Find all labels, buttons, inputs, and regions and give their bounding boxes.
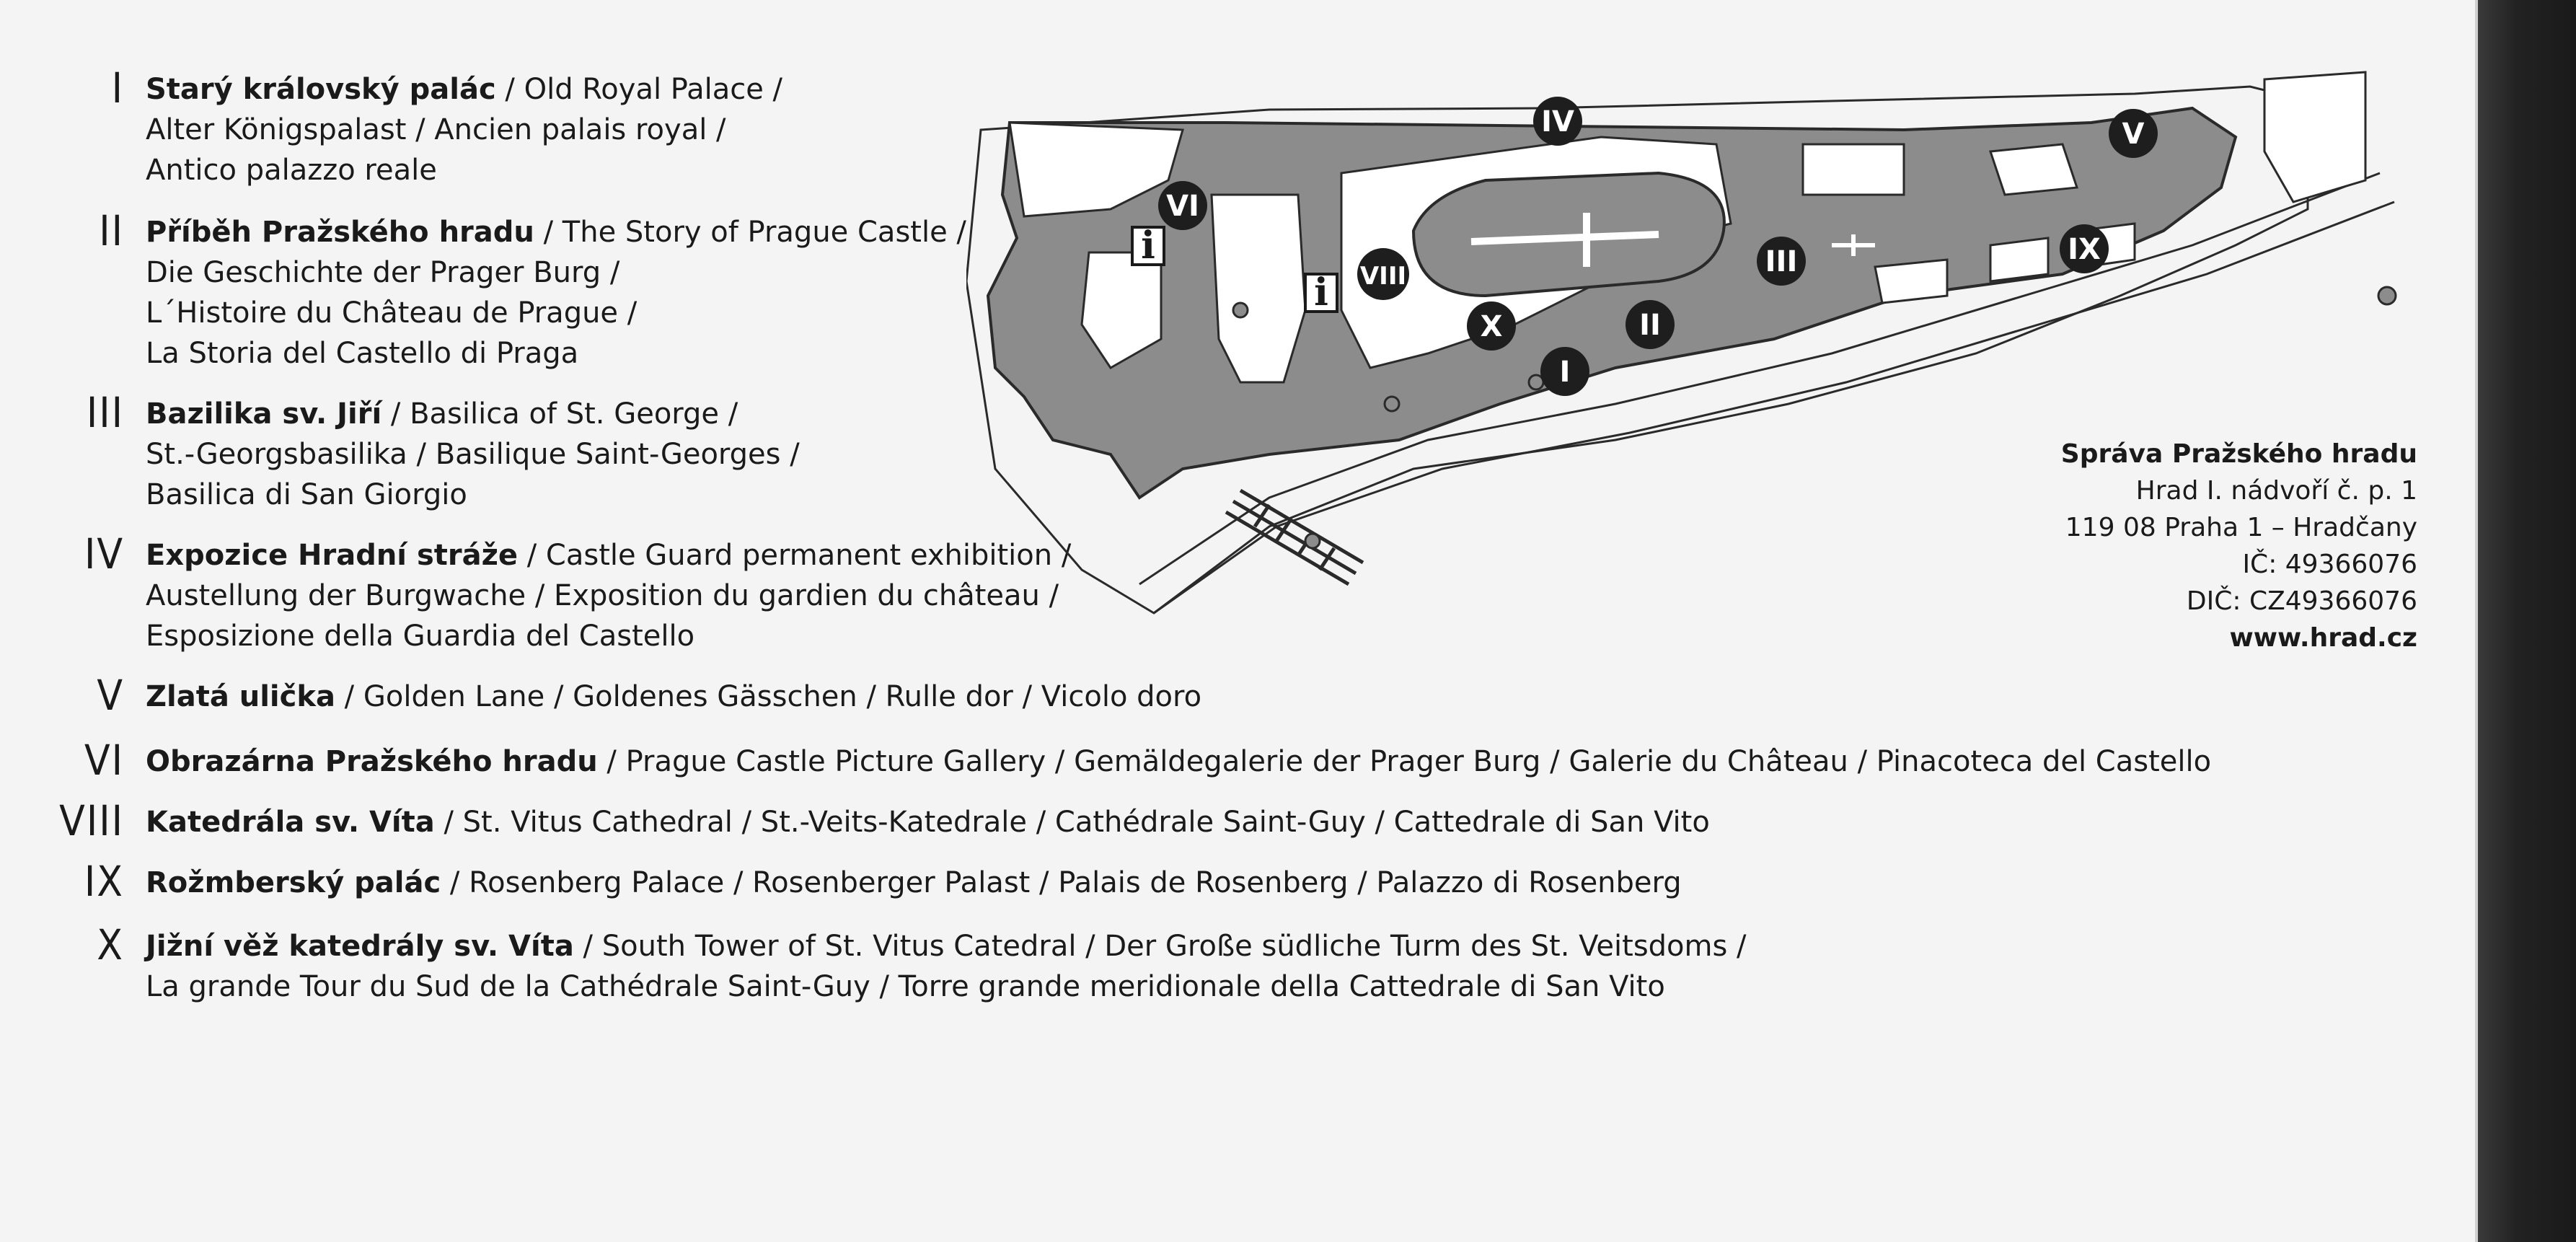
info-point-icon bbox=[1132, 224, 1164, 268]
courtyard bbox=[1990, 144, 2077, 195]
legend-text-line: La grande Tour du Sud de la Cathédrale Saint-Guy / Torre grande meridionale della Cattedrale di San Vito bbox=[146, 970, 1665, 1003]
legend-text-line: Zlatá ulička / Golden Lane / Goldenes Gässchen / Rulle dor / Vicolo doro bbox=[146, 680, 1202, 713]
legend-text-line: L´Histoire du Château de Prague / bbox=[146, 296, 638, 330]
legend-numeral: X bbox=[97, 920, 124, 969]
legend-numeral: I bbox=[111, 63, 124, 113]
company-id: IČ: 49366076 bbox=[2242, 550, 2417, 579]
map-marker-VIII bbox=[1357, 248, 1409, 300]
address-block bbox=[2061, 436, 2417, 656]
legend-name: Jižní věž katedrály sv. Víta bbox=[146, 930, 574, 963]
map-marker-IX bbox=[2060, 224, 2109, 273]
legend-name: Obrazárna Pražského hradu bbox=[146, 745, 598, 778]
legend-numeral: IV bbox=[84, 529, 124, 578]
legend-name: Expozice Hradní stráže bbox=[146, 539, 518, 572]
legend-text-line: Starý královský palác / Old Royal Palace / bbox=[146, 73, 783, 106]
legend-text-line: Expozice Hradní stráže / Castle Guard permanent exhibition / bbox=[146, 539, 1072, 572]
legend-text-line: Rožmberský palác / Rosenberg Palace / Rosenberger Palast / Palais de Rosenberg / Palazzo di Rosenberg bbox=[146, 866, 1682, 899]
legend-text-line: La Storia del Castello di Praga bbox=[146, 337, 579, 370]
legend-numeral: III bbox=[86, 388, 124, 437]
svg-text:I: I bbox=[1559, 356, 1571, 389]
svg-text:i: i bbox=[1314, 270, 1328, 314]
legend-name: Příběh Pražského hradu bbox=[146, 216, 534, 249]
courtyard bbox=[1212, 195, 1305, 382]
courtyard bbox=[2264, 72, 2365, 202]
svg-text:IX: IX bbox=[2068, 233, 2101, 266]
legend-numeral: V bbox=[97, 671, 124, 720]
legend-numeral: VI bbox=[84, 736, 124, 785]
legend-numeral: II bbox=[99, 206, 124, 255]
legend-text-line: Austellung der Burgwache / Exposition du gardien du château / bbox=[146, 579, 1059, 612]
vat-id: DIČ: CZ49366076 bbox=[2186, 586, 2417, 616]
legend-name: Rožmberský palác bbox=[146, 866, 441, 899]
map-marker-III bbox=[1757, 237, 1806, 286]
map-marker-I bbox=[1540, 347, 1589, 396]
svg-text:V: V bbox=[2122, 118, 2145, 151]
legend-text-line: Antico palazzo reale bbox=[146, 154, 437, 187]
svg-text:IV: IV bbox=[1541, 105, 1574, 138]
organization-name: Správa Pražského hradu bbox=[2060, 439, 2417, 469]
address-line: Hrad I. nádvoří č. p. 1 bbox=[2135, 476, 2417, 506]
legend-text-line: Obrazárna Pražského hradu / Prague Castle Picture Gallery / Gemäldegalerie der Prager Burg / Galerie du Château / Pinacoteca del Castello bbox=[146, 745, 2212, 778]
courtyard bbox=[1803, 144, 1904, 195]
svg-text:X: X bbox=[1480, 310, 1503, 343]
map-marker-VI bbox=[1158, 181, 1207, 230]
website-link[interactable]: www.hrad.cz bbox=[2229, 623, 2417, 653]
svg-text:VIII: VIII bbox=[1359, 262, 1407, 291]
legend-text-line: Jižní věž katedrály sv. Víta / South Tower of St. Vitus Catedral / Der Große südliche Turm des St. Veitsdoms / bbox=[146, 930, 1747, 963]
legend-name: Katedrála sv. Víta bbox=[146, 806, 435, 839]
svg-text:III: III bbox=[1765, 245, 1798, 278]
svg-text:i: i bbox=[1141, 224, 1155, 268]
courtyard bbox=[1990, 238, 2048, 281]
legend-text-line: Die Geschichte der Prager Burg / bbox=[146, 256, 620, 289]
address-line: 119 08 Praha 1 – Hradčany bbox=[2065, 513, 2417, 542]
map-marker-II bbox=[1626, 300, 1675, 349]
legend-text-line: Katedrála sv. Víta / St. Vitus Cathedral / St.-Veits-Katedrale / Cathédrale Saint-Guy / Cattedrale di San Vito bbox=[146, 806, 1710, 839]
map-marker-IV bbox=[1533, 97, 1582, 146]
legend-text-line: Bazilika sv. Jiří / Basilica of St. George / bbox=[146, 397, 738, 431]
legend-text-line: Basilica di San Giorgio bbox=[146, 478, 467, 511]
map-marker-X bbox=[1467, 301, 1516, 351]
courtyard bbox=[1875, 260, 1947, 303]
card-dark-edge bbox=[2478, 0, 2576, 1242]
legend-text-line: Esposizione della Guardia del Castello bbox=[146, 620, 695, 653]
svg-text:VI: VI bbox=[1166, 190, 1199, 223]
legend-numeral: VIII bbox=[59, 796, 124, 845]
legend-name: Bazilika sv. Jiří bbox=[146, 397, 382, 431]
legend-numeral: IX bbox=[84, 857, 124, 906]
legend-text-line: St.-Georgsbasilika / Basilique Saint-Georges / bbox=[146, 438, 800, 471]
legend-text-line: Příběh Pražského hradu / The Story of Prague Castle / bbox=[146, 216, 966, 249]
legend-text-line: Alter Königspalast / Ancien palais royal / bbox=[146, 113, 726, 146]
svg-text:II: II bbox=[1639, 309, 1661, 342]
legend-name: Zlatá ulička bbox=[146, 680, 335, 713]
info-point-icon bbox=[1305, 270, 1337, 314]
legend-name: Starý královský palác bbox=[146, 73, 496, 106]
map-marker-V bbox=[2109, 109, 2158, 158]
